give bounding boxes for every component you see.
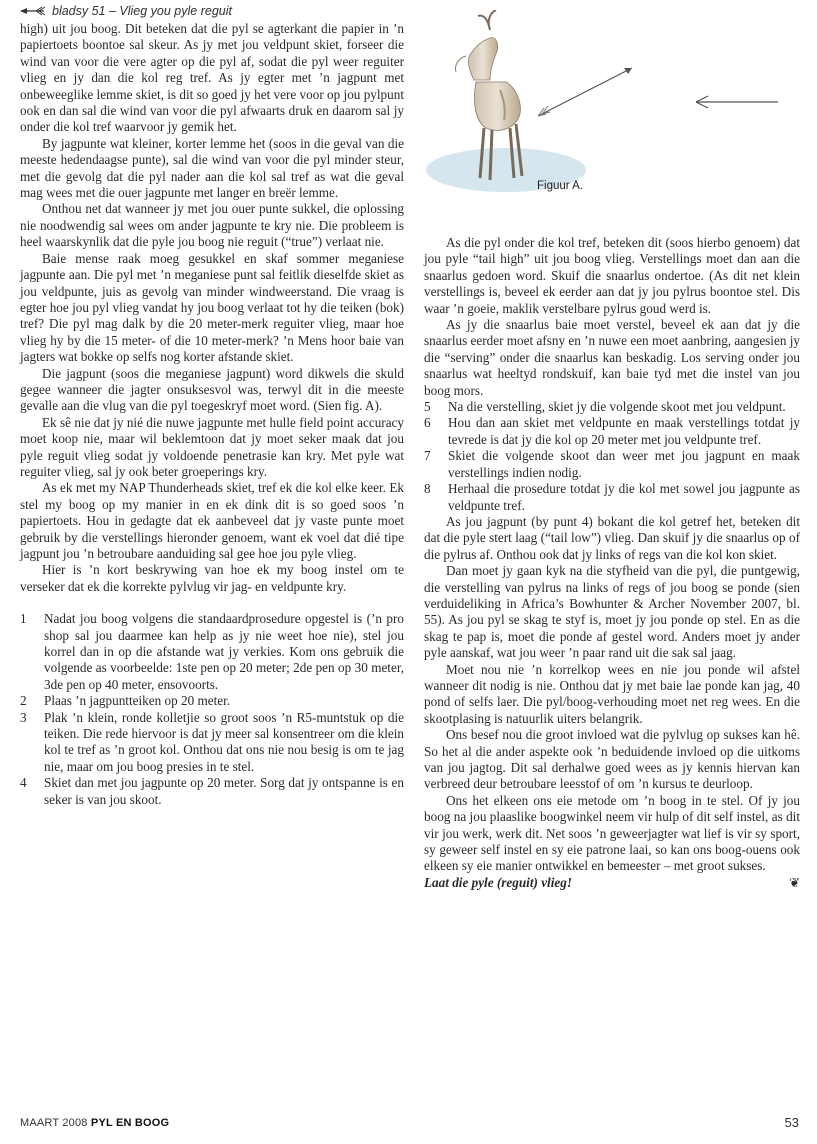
page-number: 53 bbox=[784, 1115, 799, 1130]
list-item: 8 Herhaal die prosedure totdat jy die kol met sowel jou jagpunte as veldpunte tref. bbox=[424, 481, 800, 513]
list-item: 4 Skiet dan met jou jagpunte op 20 meter. Sorg dat jy ontspanne is en seker is van jou skoot. bbox=[20, 775, 404, 807]
right-column bbox=[424, 235, 800, 891]
paragraph: Ons besef nou die groot invloed wat die pylvlug op sukses kan hê. So het al die ander aspekte ook ’n beduidende invloed op die uitkoms van jou jagtog. Dit sal derhalwe goed wees as jy kennis hiervan kan verbreed deur betroubare leesstof of om ’n kursus te deurloop. bbox=[424, 727, 800, 792]
list-item: 1 Nadat jou boog volgens die standaardprosedure opgestel is (’n pro shop sal jou daarmee kan help as jy nie weet hoe nie), stel jou korrel dan in op die afstande wat jy verkies. Kom ons gebruik die volgende as voorbeelde: 1ste pen op 20 meter; 2de pen op 30 meter, 3de pen op 40 meter, ensovoorts. bbox=[20, 611, 404, 692]
header-text: bladsy 51 – Vlieg you pyle reguit bbox=[52, 4, 232, 18]
list-item: 5 Na die verstelling, skiet jy die volgende skoot met jou veldpunt. bbox=[424, 399, 786, 415]
paragraph: As jy die snaarlus baie moet verstel, beveel ek aan dat jy die snaarlus eerder moet afsny en ’n nuwe een moet aanbring, aangesien jy die “serving” onder die snaarlus kan beskadig. Los serving onder jou snaarlus wat heeltyd rondskuif, kan baie tyd met die instel van jou boog mors. bbox=[424, 317, 800, 398]
paragraph: As jou jagpunt (by punt 4) bokant die kol getref het, beteken dit dat die pyle stert laag (“tail low”) vlieg. Dan skuif jy die snaarlus op of die pylrus af. Onthou ook dat jy links of regs van die kol kon skiet. bbox=[424, 513, 800, 562]
steps-list bbox=[424, 399, 800, 514]
paragraph: Moet nou nie ’n korrelkop wees en nie jou ponde wil afstel wanneer dit nodig is nie. Onthou dat jy met baie lae ponde kan jag, 40 pond of selfs laer. Die pyl/boog-verhouding moet net reg wees. En die skootplasing is natuurlik uiters belangrik. bbox=[424, 661, 800, 726]
signoff: Laat die pyle (reguit) vlieg! bbox=[424, 874, 572, 890]
paragraph: As ek met my NAP Thunderheads skiet, tref ek die kol elke keer. Ek stel my boog op my manier in en ek dink dit is so goed soos ’n papiertoets. Hou in gedagte dat ek aanbeveel dat jy vaste punte moet gebruik by die verstellings hieronder genoem, want ek voel dat dié tipe jagpunt jou ’n betroubare aanduiding sal gee hoe jou pyle vlieg. bbox=[20, 480, 404, 561]
end-mark-icon: ❦ bbox=[789, 874, 800, 890]
figure-caption: Figuur A. bbox=[537, 180, 584, 192]
steps-list bbox=[20, 611, 404, 808]
paragraph: By jagpunte wat kleiner, korter lemme het (soos in die geval van die meeste hedendaagse punte), sal die wind van voor die pyl minder steur, met die gevolg dat die pyl nader aan die kol sal tref as wat die geval mag wees met die ouer jagpunte met langer en breër lemme. bbox=[20, 135, 404, 201]
footer-magazine-title: PYL EN BOOG bbox=[90, 1117, 170, 1129]
list-item: 6 Hou dan aan skiet met veldpunte en maak verstellings totdat jy tevrede is dat jy die kol op 20 meter met jou veldpunte tref. bbox=[424, 415, 800, 447]
list-item: 3 Plak ’n klein, ronde kolletjie so groot soos ’n R5-muntstuk op die teiken. Die rede hiervoor is dat jy meer sal konsentreer om die klein kol te tref as ’n groot kol. Onthou dat ons nie nou besig is om te jag nie, maar om jou boog presies in te stel. bbox=[20, 709, 404, 774]
list-item: 7 Skiet die volgende skoot dan weer met jou jagpunt en maak verstellings indien nodig. bbox=[424, 448, 800, 480]
paragraph: As die pyl onder die kol tref, beteken dit (soos hierbo genoem) dat jou pyle “tail high” uit jou boog vlieg. Verstellings moet dan aan die snaarlus gedoen word. Skuif die snaarlus ondertoe. (As dit net klein verstellings is, beveel ek eerder aan dat jy jou pylrus boontoe stel. Dis waar ’n goeie, maklik verstelbare pylrus goud werd is. bbox=[424, 235, 800, 316]
paragraph: Die jagpunt (soos die meganiese jagpunt) word dikwels die skuld gegee wanneer die jagter onsuksesvol was, terwyl dit in die meeste gevalle aan die vlug van die pyl toegeskryf moet word. (Sien fig. A). bbox=[20, 365, 404, 414]
antelope-arrow-illustration bbox=[426, 10, 798, 200]
paragraph: Dan moet jy gaan kyk na die styfheid van die pyl, die puntgewig, die verstelling van pylrus na links of regs of jou boog se ponde (sien verduideliking in Africa’s Bowhunter & Archer November 2007, bl. 55). As jou pyl se skag te styf is, moet jy jou ponde op stel. En as die skag te pap is, moet die ponde af gestel word. Anders moet jy ander pyle aanskaf, wat jou weer ’n paar rand uit die sak sal jaag. bbox=[424, 563, 800, 661]
paragraph: Ons het elkeen ons eie metode om ’n boog in te stel. Of jy jou boog na jou plaaslike boogwinkel neem vir hulp of dit self instel, as dit vir jou werk, werk dit. Net soos ’n geweerjagter wat lief is vir sy sport, sy geweer self instel en sy eie patrone laai, so kan ons boog-ouens ook elkeen sy eie manier ontwikkel en bemeester – met groot sukses. bbox=[424, 792, 800, 874]
paragraph: Onthou net dat wanneer jy met jou ouer punte sukkel, die oplossing nie noodwendig sal wees om ander jagpunte te kry nie. Die probleem is heel waarskynlik dat die pyle jou boog nie reguit (“true”) verlaat nie. bbox=[20, 201, 404, 250]
figure-a bbox=[426, 10, 798, 200]
footer-date: MAART 2008 bbox=[20, 1117, 88, 1129]
left-column bbox=[20, 21, 404, 808]
footer-issue bbox=[20, 1117, 169, 1129]
paragraph: Baie mense raak moeg gesukkel en skaf sommer meganiese jagpunte aan. Die pyl met ’n meganiese punt sal feitlik dieselfde skiet as jou veldpunte, juis as gevolg van minder windweerstand. Die vraag is egter hoe jou pyl vlieg vandat hy jou boog verlaat tot hy die teiken (bok) tref? Die pyl mag dalk by die 20 meter-merk reguiter vlieg, maar hoe vlieg hy by die 15 meter- of die 10 meter-merk? ’n Mens hoor baie van jagters wat bokke op selfs nog korter afstande skiet. bbox=[20, 250, 404, 365]
paragraph: Ek sê nie dat jy nié die nuwe jagpunte met hulle field point accuracy moet koop nie, maar wil beklemtoon dat jy moet seker maak dat jou pyle reguit vlieg sodat jy voldoende penetrasie kan kry. Met pyle wat reguiter vlieg, sal jy ook beter groeperings kry. bbox=[20, 414, 404, 479]
paragraph: Hier is ’n kort beskrywing van hoe ek my boog instel om te verseker dat ek die korrekte pylvlug vir jag- en veldpunte kry. bbox=[20, 562, 404, 594]
paragraph: high) uit jou boog. Dit beteken dat die pyl se agterkant die papier in ’n papiertoets boontoe sal skeur. As jy met jou veldpunt skiet, forseer die wind van voor die vere agter op die pyl af, sodat die pyl weer reguiter vlieg en jy dan die kol reg tref. As jy egter met ’n jagpunt met onbeweeglike lemme skiet, is dit so goed jy het vere voor op jou pylpunt ook en dan sal die wind van voor die pyl afwaarts druk en daarom sal jy onder die kol tref waarvoor jy gemik het. bbox=[20, 21, 404, 135]
arrow-icon bbox=[20, 6, 46, 16]
list-item: 2 Plaas ’n jagpuntteiken op 20 meter. bbox=[20, 693, 231, 709]
signoff-line bbox=[424, 875, 800, 891]
page-header bbox=[20, 4, 232, 18]
